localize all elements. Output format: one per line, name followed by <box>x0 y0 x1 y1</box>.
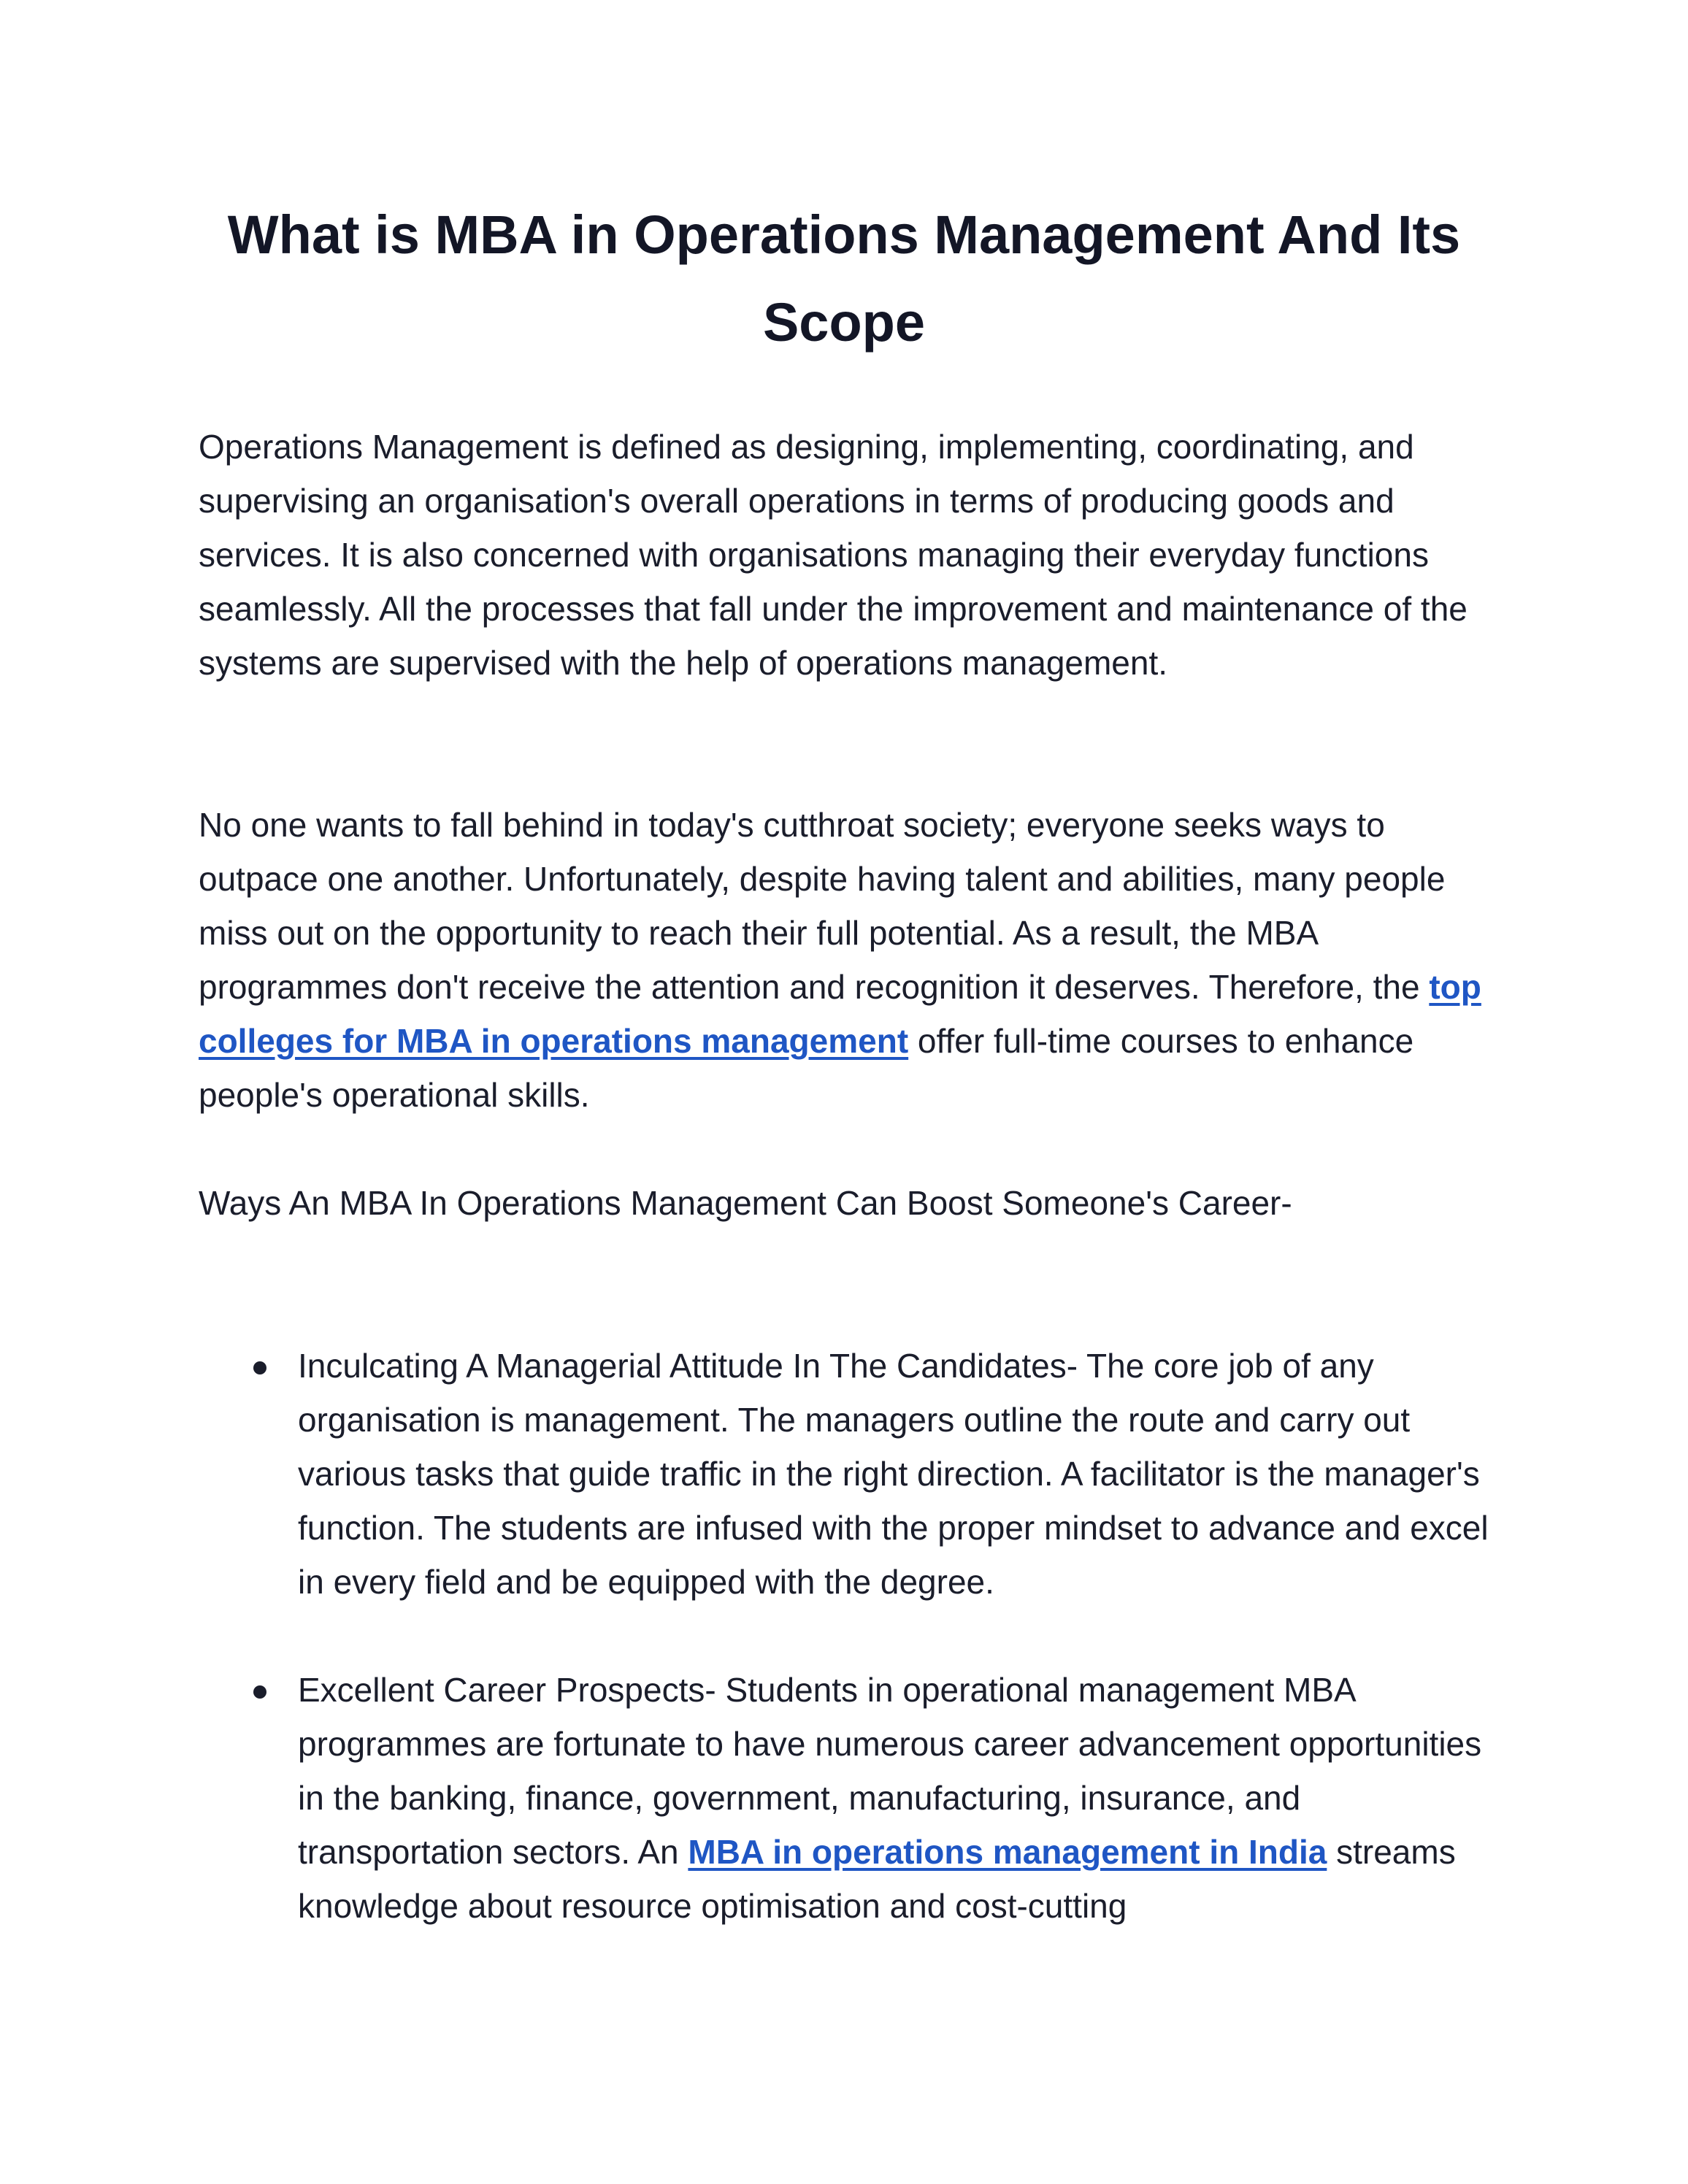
bullet-text: Inculcating A Managerial Attitude In The Candidates- The core job of any organisation is management. The managers outline the route and carry out various tasks that guide traffic in the right direction. A facilitator is the manager's function. The students are infused with the proper mindset to advance and excel in every field and be equipped with the degree. <box>298 1347 1489 1601</box>
bullet-text-part: streams knowledge about resource optimisation and cost-cutting <box>298 1833 1456 1925</box>
section-heading: Ways An MBA In Operations Management Can Boost Someone's Career- <box>199 1184 1292 1222</box>
intro-paragraph: Operations Management is defined as designing, implementing, coordinating, and supervising an organisation's overall operations in terms of producing goods and services. It is also concerned with organisations managing their everyday functions seamlessly. All the processes that fall under the improvement and maintenance of the systems are supervised with the help of operations management. <box>199 428 1468 682</box>
bullet-dot-icon <box>253 1685 266 1699</box>
mba-india-link[interactable]: MBA in operations management in India <box>688 1833 1327 1871</box>
paragraph-text: No one wants to fall behind in today's cutthroat society; everyone seeks ways to outpace one another. Unfortunately, despite having talent and abilities, many people miss out on the opportunity to reach their full potential. As a result, the MBA programmes don't receive the attention and recognition it deserves. Therefore, the <box>199 806 1446 1006</box>
page-title: What is MBA in Operations Management And Its Scope <box>227 204 1461 353</box>
paragraph-text: offer full-time courses to enhance people's operational skills. <box>199 1022 1414 1114</box>
second-paragraph <box>199 798 1505 1122</box>
bullet-text-part: Excellent Career Prospects- Students in operational management MBA programmes are fortunate to have numerous career advancement opportunities in the banking, finance, government, manufacturing, insurance, and transportation sectors. An <box>298 1671 1482 1871</box>
top-colleges-link[interactable]: top colleges for MBA in operations management <box>199 968 1481 1060</box>
bullet-text <box>298 1663 1510 1933</box>
bullet-dot-icon <box>253 1361 266 1374</box>
